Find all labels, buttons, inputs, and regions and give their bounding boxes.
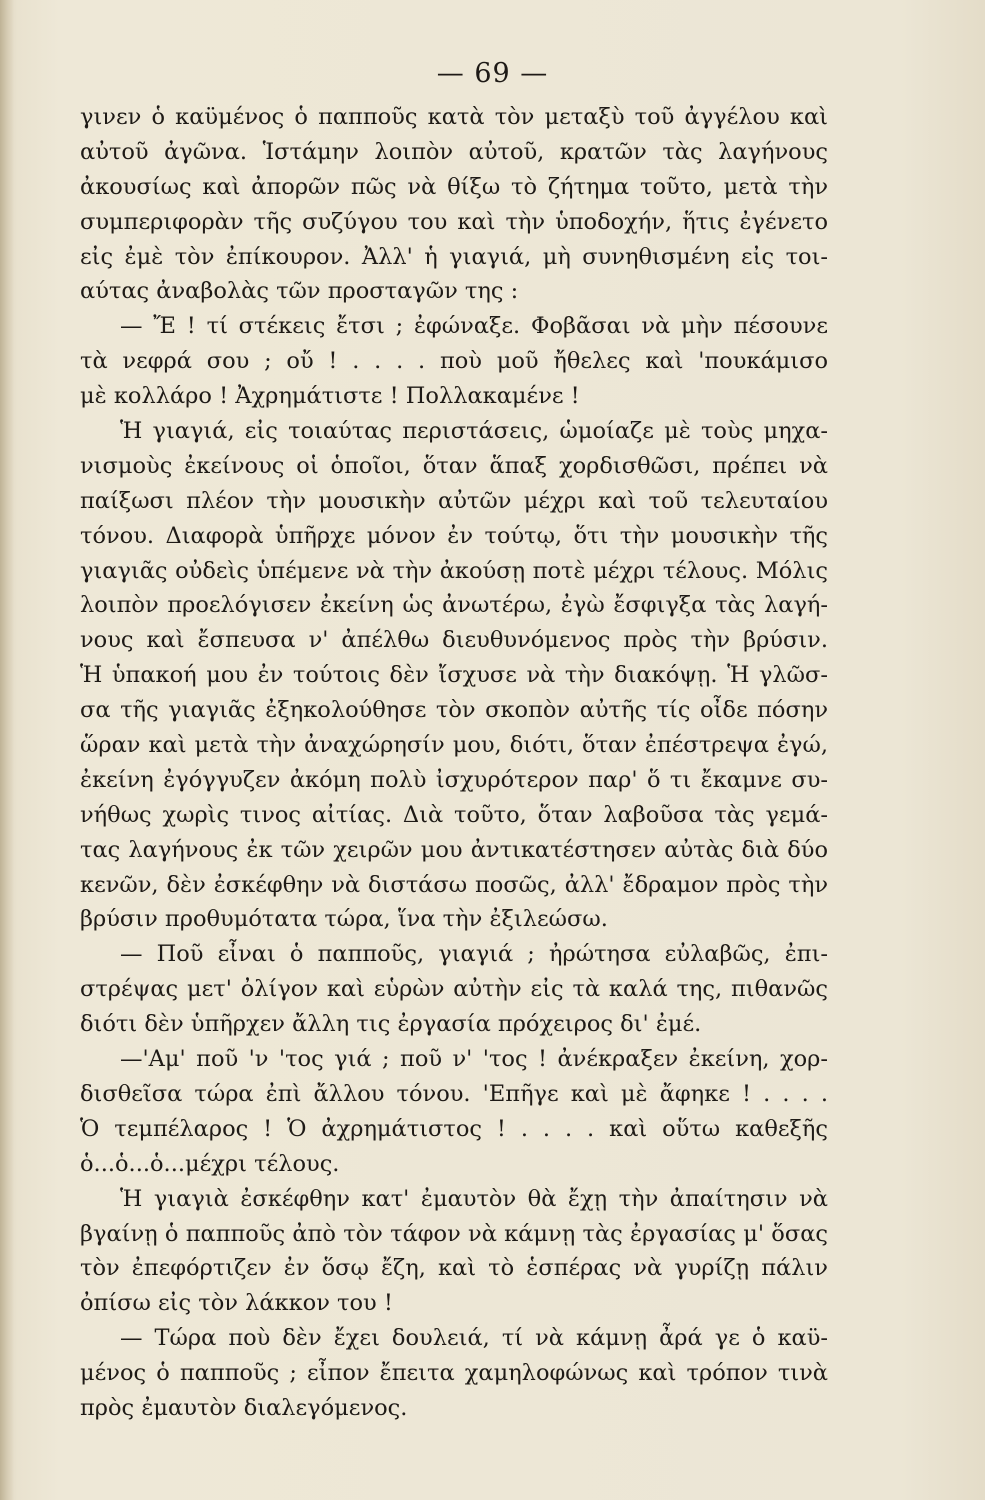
text-line: ὀπίσω εἰς τὸν λάκκον του !: [80, 1290, 393, 1317]
text-line: Ἡ ὑπακοή μου ἐν τούτοις δὲν ἴσχυσε νὰ τὴν διακόψῃ. Ἡ γλῶσ-: [80, 662, 828, 689]
text-line: τὸν ἐπεφόρτιζεν ἐν ὅσῳ ἔζη, καὶ τὸ ἑσπέρας νὰ γυρίζῃ πάλιν: [80, 1255, 828, 1282]
text-line: λοιπὸν προελόγισεν ἐκείνη ὡς ἀνωτέρω, ἐγὼ ἔσφιγξα τὰς λαγή-: [80, 592, 828, 619]
text-line: Ἡ γιαγιὰ ἐσκέφθην κατ' ἐμαυτὸν θὰ ἔχῃ τὴν ἀπαίτησιν νὰ: [120, 1185, 828, 1212]
page-number: — 69 —: [436, 58, 549, 89]
text-line: διότι δὲν ὑπῆρχεν ἄλλη τις ἐργασία πρόχειρος δι' ἐμέ.: [80, 1011, 702, 1038]
text-line: μὲ κολλάρο ! Ἀχρημάτιστε ! Πολλακαμένε !: [80, 383, 580, 410]
text-line: ἐκείνη ἐγόγγυζεν ἀκόμη πολὺ ἰσχυρότερον παρ' ὅ τι ἔκαμνε συ-: [80, 766, 828, 793]
text-line: πρὸς ἐμαυτὸν διαλεγόμενος.: [80, 1394, 408, 1421]
text-line: Ὁ τεμπέλαρος ! Ὁ ἀχρημάτιστος ! . . . . καὶ οὕτω καθεξῆς: [80, 1115, 828, 1142]
text-line: Ἡ γιαγιά, εἰς τοιαύτας περιστάσεις, ὡμοίαζε μὲ τοὺς μηχα-: [120, 418, 828, 445]
text-line: —'Αμ' ποῦ 'ν 'τος γιά ; ποῦ ν' 'τος ! ἀνέκραξεν ἐκείνη, χορ-: [120, 1046, 828, 1073]
text-line: νήθως χωρὶς τινος αἰτίας. Διὰ τοῦτο, ὅταν λαβοῦσα τὰς γεμά-: [80, 801, 828, 828]
text-line: βγαίνῃ ὁ παπποῦς ἀπὸ τὸν τάφον νὰ κάμνῃ τὰς ἐργασίας μ' ὅσας: [80, 1220, 828, 1247]
text-line: τας λαγήνους ἐκ τῶν χειρῶν μου ἀντικατέστησεν αὐτὰς διὰ δύο: [80, 836, 828, 863]
text-line: αύτας ἀναβολὰς τῶν προσταγῶν της :: [80, 278, 519, 305]
text-line: εἰς ἐμὲ τὸν ἐπίκουρον. Ἀλλ' ἡ γιαγιά, μὴ συνηθισμένη εἰς τοι-: [80, 243, 828, 270]
text-line: μένος ὁ παπποῦς ; εἶπον ἔπειτα χαμηλοφώνως καὶ τρόπον τινὰ: [80, 1360, 828, 1387]
text-line: συμπεριφορὰν τῆς συζύγου του καὶ τὴν ὑποδοχήν, ἥτις ἐγένετο: [80, 208, 828, 235]
text-line: ὁ...ὁ...ὁ...μέχρι τέλους.: [80, 1150, 340, 1177]
text-line: ἀκουσίως καὶ ἀπορῶν πῶς νὰ θίξω τὸ ζήτημα τοῦτο, μετὰ τὴν: [80, 173, 828, 200]
text-line: σα τῆς γιαγιᾶς ἐξηκολούθησε τὸν σκοπὸν αὐτῆς τίς οἶδε πόσην: [80, 697, 828, 724]
text-line: νους καὶ ἔσπευσα ν' ἀπέλθω διευθυνόμενος πρὸς τὴν βρύσιν.: [80, 627, 828, 654]
binding-edge: [0, 0, 14, 1500]
text-line: γιαγιᾶς οὐδεὶς ὑπέμενε νὰ τὴν ἀκούσῃ ποτὲ μέχρι τέλους. Μόλις: [80, 557, 828, 584]
text-line: στρέψας μετ' ὀλίγον καὶ εὑρὼν αὐτὴν εἰς τὰ καλά της, πιθανῶς: [80, 976, 828, 1003]
text-line: δισθεῖσα τώρα ἐπὶ ἄλλου τόνου. 'Επῆγε καὶ μὲ ἄφηκε ! . . . .: [80, 1080, 828, 1107]
text-line: — Ποῦ εἶναι ὁ παπποῦς, γιαγιά ; ἠρώτησα εὐλαβῶς, ἐπι-: [120, 941, 828, 968]
text-line: βρύσιν προθυμότατα τώρα, ἵνα τὴν ἐξιλεώσω.: [80, 906, 608, 933]
text-line: γινεν ὁ καϋμένος ὁ παπποῦς κατὰ τὸν μεταξὺ τοῦ ἀγγέλου καὶ: [80, 104, 828, 130]
text-line: ὥραν καὶ μετὰ τὴν ἀναχώρησίν μου, διότι, ὅταν ἐπέστρεψα ἐγώ,: [80, 732, 828, 759]
text-line: τόνου. Διαφορὰ ὑπῆρχε μόνον ἐν τούτῳ, ὅτι τὴν μουσικὴν τῆς: [80, 522, 828, 549]
text-line: κενῶν, δὲν ἐσκέφθην νὰ διστάσω ποσῶς, ἀλλ' ἔδραμον πρὸς τὴν: [80, 871, 828, 898]
text-line: νισμοὺς ἐκείνους οἱ ὁποῖοι, ὅταν ἅπαξ χορδισθῶσι, πρέπει νὰ: [80, 452, 828, 479]
body-text: [80, 100, 828, 1426]
text-line: — Τώρα ποὺ δὲν ἔχει δουλειά, τί νὰ κάμνῃ ἆρά γε ὁ καϋ-: [120, 1325, 828, 1352]
text-line: τὰ νεφρά σου ; οὔ ! . . . . ποὺ μοῦ ἤθελες καὶ 'πουκάμισο: [80, 348, 828, 375]
text-line: αὐτοῦ ἀγῶνα. Ἱστάμην λοιπὸν αὐτοῦ, κρατῶν τὰς λαγήνους: [80, 138, 828, 165]
text-line: παίξωσι πλέον τὴν μουσικὴν αὐτῶν μέχρι καὶ τοῦ τελευταίου: [80, 487, 828, 514]
text-line: — Ἔ ! τί στέκεις ἔτσι ; ἐφώναξε. Φοβᾶσαι νὰ μὴν πέσουνε: [120, 313, 828, 340]
